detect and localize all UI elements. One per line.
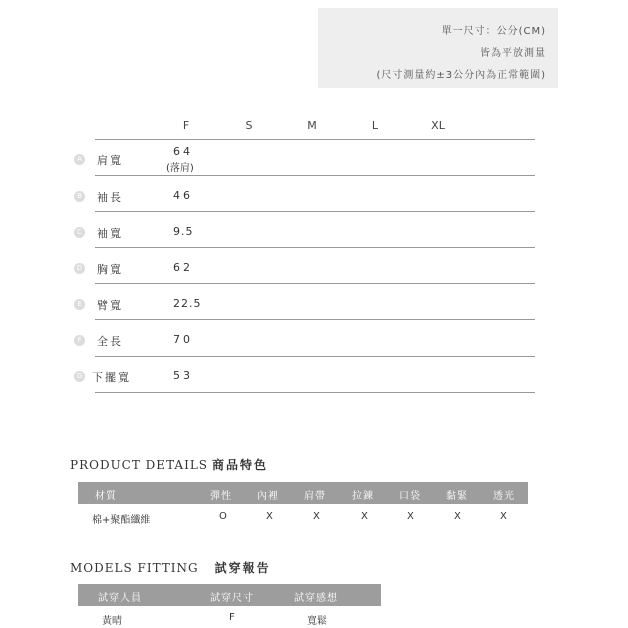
pd-header-strap: 肩帶 <box>304 491 326 502</box>
models-fitting-title-en: MODELS FITTING <box>70 561 199 575</box>
pd-header-sheer: 透光 <box>493 491 515 502</box>
divider <box>95 356 535 357</box>
product-details-title-en: PRODUCT DETAILS <box>70 458 209 472</box>
product-details-title-zh: 商品特色 <box>212 458 269 472</box>
row-label: 胸寬 <box>97 263 123 276</box>
row-letter-badge: B <box>74 191 85 202</box>
pd-header-lining: 內裡 <box>257 491 279 502</box>
row-value: 22.5 <box>173 297 202 310</box>
divider <box>95 175 535 176</box>
row-letter-badge: G <box>74 371 85 382</box>
mf-header-size: 試穿尺寸 <box>210 593 254 604</box>
pd-header-elasticity: 彈性 <box>210 491 232 502</box>
row-label: 肩寬 <box>97 154 123 167</box>
pd-value-material: 棉+聚酯纖維 <box>92 515 151 526</box>
divider <box>95 319 535 320</box>
row-label: 袖寬 <box>97 227 123 240</box>
pd-value-zipper: X <box>361 511 368 522</box>
divider <box>95 211 535 212</box>
row-value-note: (落肩) <box>166 163 194 174</box>
row-value: 9.5 <box>173 225 194 238</box>
pd-value-elasticity: O <box>219 511 227 522</box>
row-label: 臂寬 <box>97 299 123 312</box>
product-details-title <box>70 456 268 473</box>
row-label: 下擺寬 <box>92 371 131 384</box>
row-letter-badge: D <box>74 263 85 274</box>
note-tolerance: (尺寸測量約±3公分內為正常範圍) <box>376 70 546 81</box>
row-value: 62 <box>173 261 193 274</box>
pd-value-lining: X <box>266 511 273 522</box>
divider <box>95 283 535 284</box>
mf-header-feedback: 試穿感想 <box>294 593 338 604</box>
note-method: 皆為平放測量 <box>480 48 546 59</box>
divider <box>95 392 535 393</box>
pd-value-strap: X <box>313 511 320 522</box>
note-unit: 單一尺寸：公分(CM) <box>441 26 546 37</box>
pd-value-pocket: X <box>407 511 414 522</box>
row-value: 46 <box>173 189 193 202</box>
pd-header-material: 材質 <box>95 491 117 502</box>
row-letter-badge: F <box>74 335 85 346</box>
mf-value-feedback: 寬鬆 <box>307 616 327 627</box>
size-header-xl: XL <box>431 119 445 132</box>
size-header-s: S <box>245 119 253 132</box>
size-header-l: L <box>371 119 379 132</box>
pd-value-fit: X <box>454 511 461 522</box>
row-label: 袖長 <box>97 191 123 204</box>
mf-header-person: 試穿人員 <box>98 593 142 604</box>
row-letter-badge: C <box>74 227 85 238</box>
divider <box>95 139 535 140</box>
row-letter-badge: E <box>74 299 85 310</box>
pd-header-pocket: 口袋 <box>399 491 421 502</box>
row-letter-badge: A <box>74 154 85 165</box>
row-value: 53 <box>173 369 193 382</box>
pd-header-fit: 黏緊 <box>446 491 468 502</box>
size-header-f: F <box>182 119 190 132</box>
pd-value-sheer: X <box>500 511 507 522</box>
row-label: 全長 <box>97 335 123 348</box>
row-value: 64 <box>173 145 193 158</box>
models-fitting-title <box>70 559 271 576</box>
models-fitting-title-zh: 試穿報告 <box>214 561 271 575</box>
size-header-m: M <box>307 119 317 132</box>
mf-value-size: F <box>229 612 235 623</box>
measurement-note <box>318 8 558 88</box>
mf-value-person: 黃晴 <box>102 616 122 627</box>
pd-header-zipper: 拉鍊 <box>352 491 374 502</box>
divider <box>95 247 535 248</box>
row-value: 70 <box>173 333 193 346</box>
